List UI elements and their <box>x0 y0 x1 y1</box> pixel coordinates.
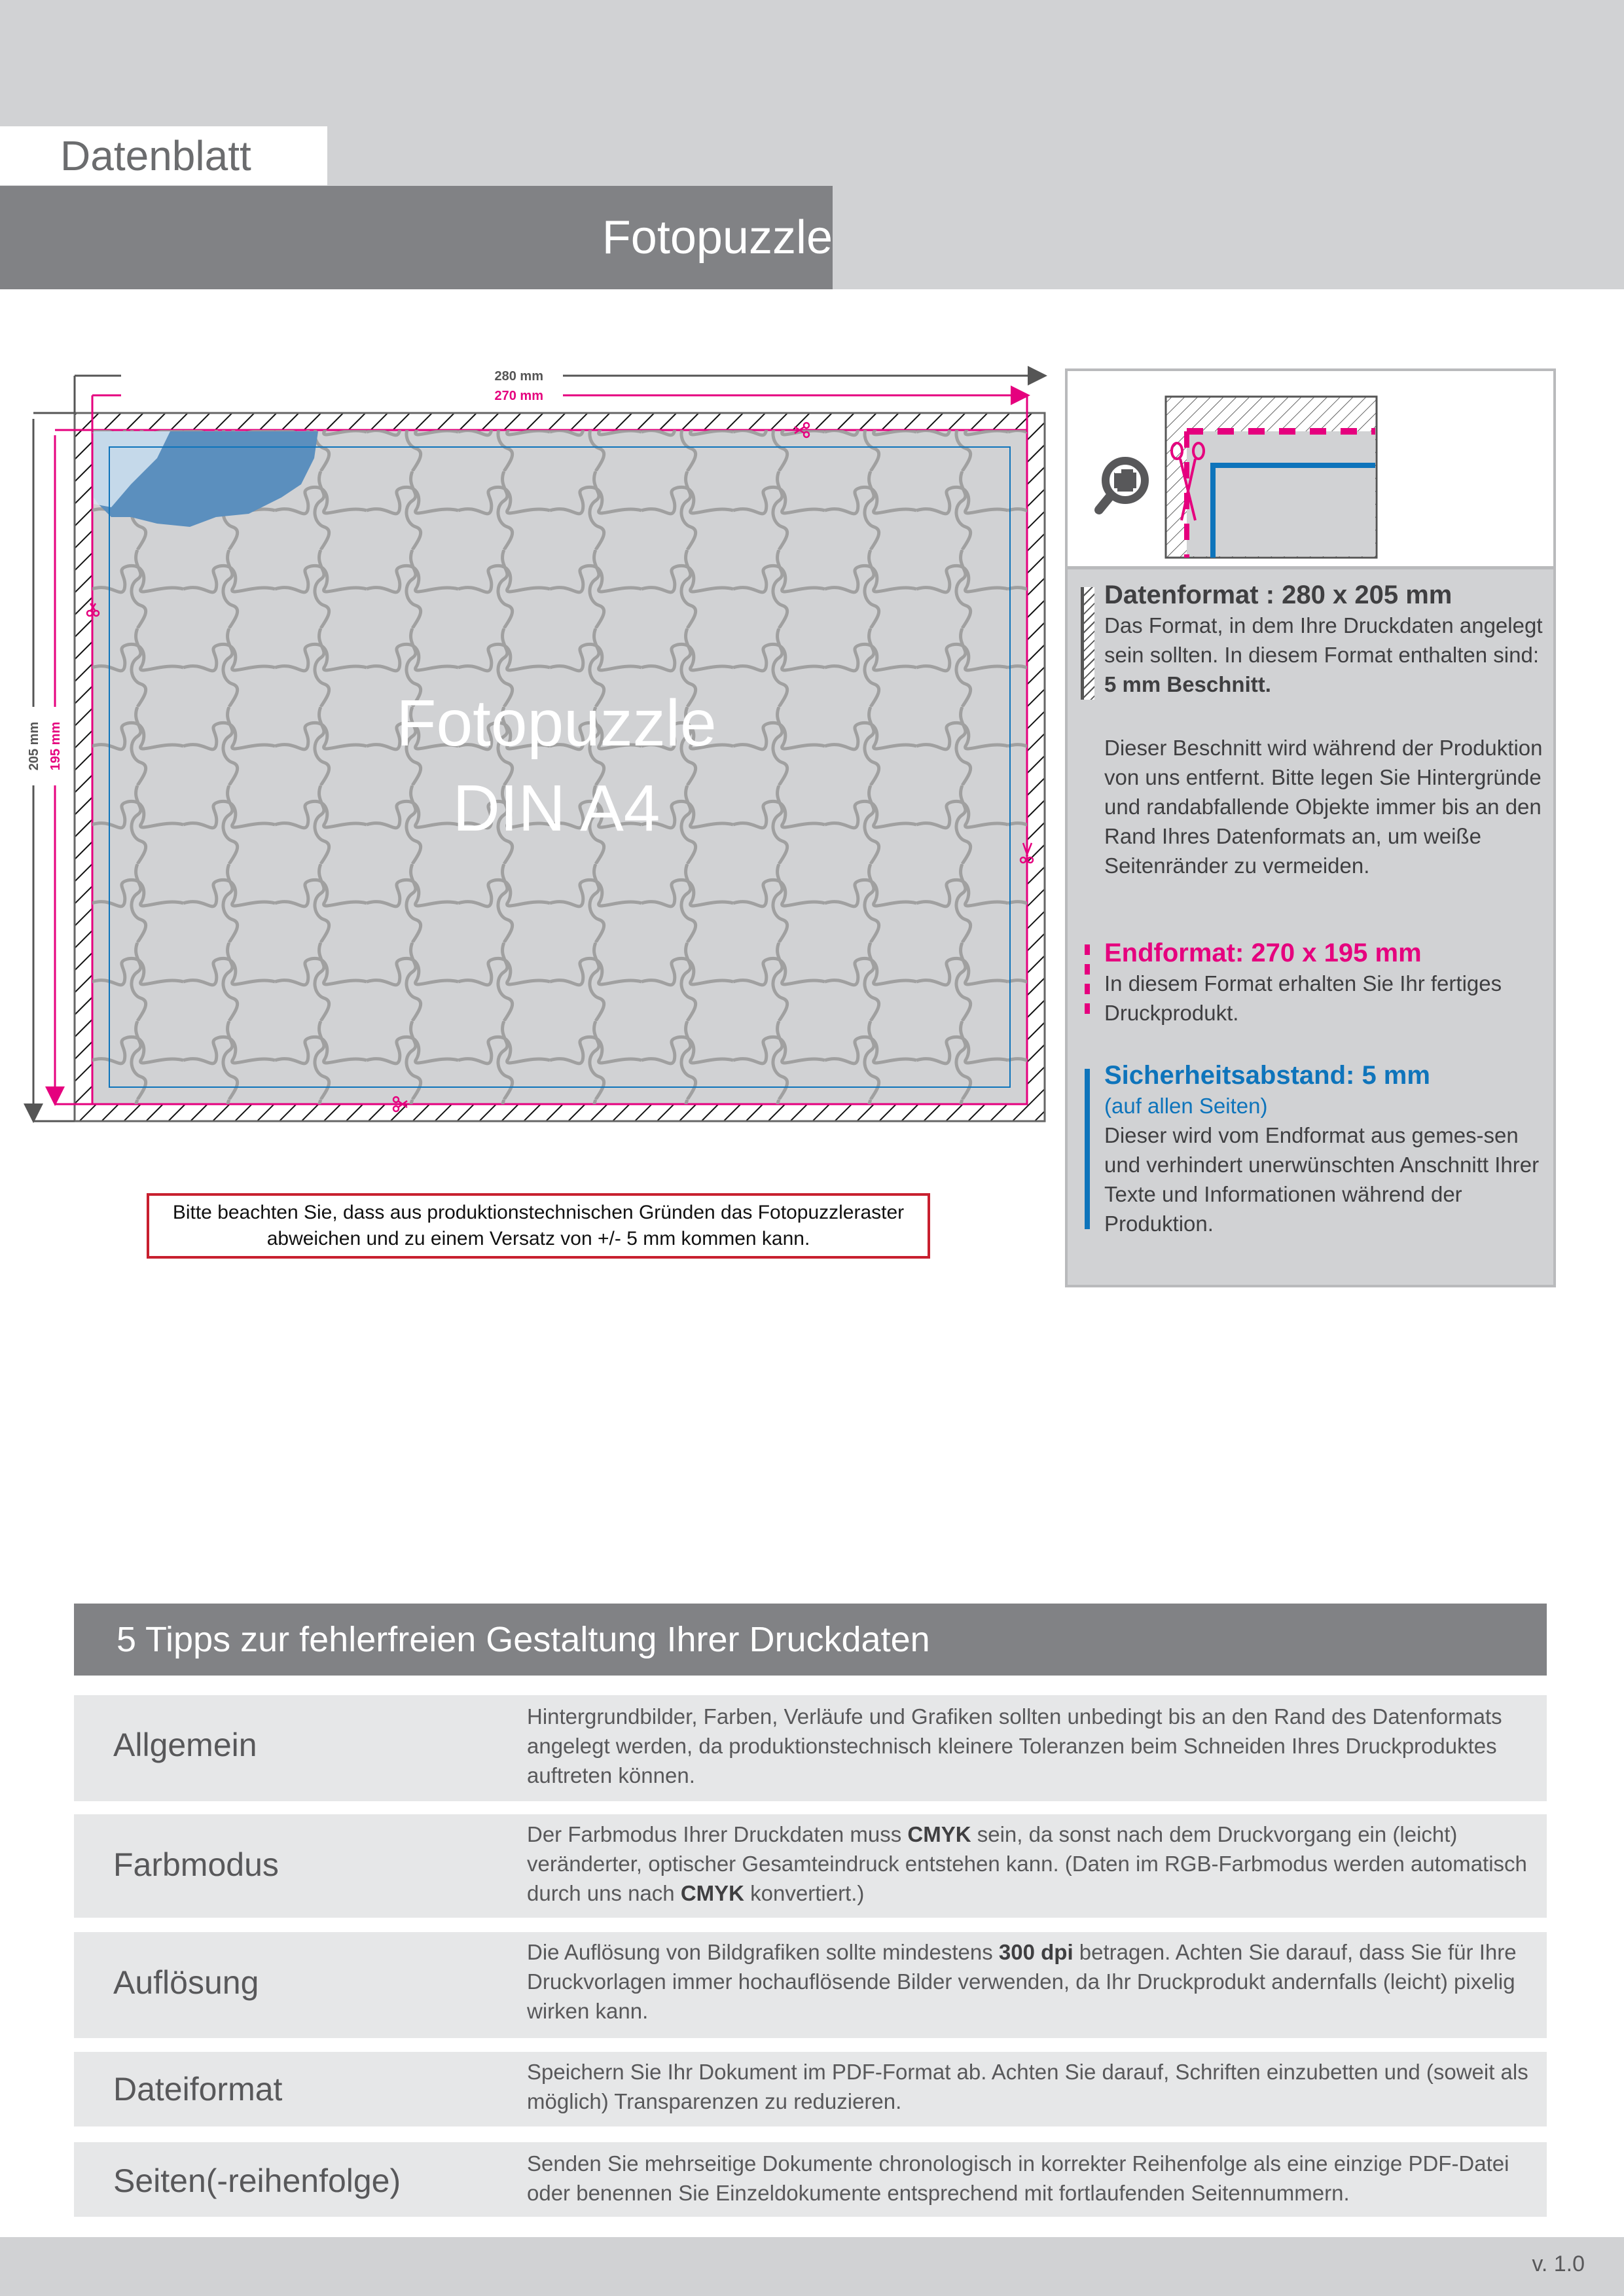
endformat-section <box>1104 937 1549 1028</box>
info-panel <box>1065 368 1556 1287</box>
puzzle-center-line1: Fotopuzzle <box>396 687 717 760</box>
tip-emphasis: CMYK <box>907 1822 971 1846</box>
datenformat-title: Datenformat : 280 x 205 mm <box>1104 581 1453 609</box>
end-height-label: 195 mm <box>48 721 63 771</box>
endformat-legend-marker <box>1085 944 1090 1016</box>
tip-text: sein, da sonst nach dem Druckvorgang ein (leicht) veränderter, optischer Gesamteindruck entstehen kann. (Daten im RGB-Farbmodus werden automatisch durch uns nach <box>527 1822 1527 1905</box>
tip-description <box>527 2149 1535 2208</box>
tip-text: Der Farbmodus Ihrer Druckdaten muss <box>527 1822 908 1846</box>
tip-emphasis: CMYK <box>680 1881 744 1905</box>
panel-illustration <box>1068 371 1553 569</box>
notice-line-1: Bitte beachten Sie, dass aus produktionstechnischen Gründen das Fotopuzzleraster <box>172 1202 905 1223</box>
datenformat-section <box>1104 579 1549 699</box>
datenformat-legend-marker <box>1081 587 1094 700</box>
notice-line-2: abweichen und zu einem Versatz von +/- 5 mm kommen kann. <box>266 1228 810 1249</box>
tip-row <box>74 2052 1547 2126</box>
sicherheit-title: Sicherheitsabstand: 5 mm <box>1104 1061 1430 1090</box>
datenformat-text <box>1104 611 1549 699</box>
sicherheit-text: Dieser wird vom Endformat aus gemes-sen und verhindert unerwünschten Anschnitt Ihrer Texte und Informationen während der Produktion. <box>1104 1123 1540 1236</box>
bleed-detail-illustration <box>1068 371 1553 566</box>
datenformat-text-bold: 5 mm Beschnitt. <box>1104 672 1271 696</box>
tip-text: Senden Sie mehrseitige Dokumente chronologisch in korrekter Reihenfolge als eine einzige PDF-Datei oder benennen Sie Einzeldokumente entsprechend mit fortlaufenden Seitennummern. <box>527 2151 1509 2205</box>
tip-text: betragen. Achten Sie darauf, dass Sie für Ihre Druckvorlagen immer hochauflösende Bilder verwenden, da Ihr Druckprodukt andernfalls (leicht) pixelig wirken kann. <box>527 1940 1517 2023</box>
product-title: Fotopuzzle <box>602 211 833 264</box>
beschnitt-section <box>1104 733 1549 880</box>
doc-type-title: Datenblatt <box>60 132 251 179</box>
tip-name: Seiten(-reihenfolge) <box>113 2162 401 2199</box>
tip-name: Dateiformat <box>113 2071 283 2108</box>
tip-name: Farbmodus <box>113 1846 279 1883</box>
sicherheit-subtitle: (auf allen Seiten) <box>1104 1094 1268 1118</box>
tip-description <box>527 1820 1535 1908</box>
sicherheit-section <box>1104 1060 1549 1238</box>
tip-row <box>74 1814 1547 1918</box>
puzzle-center-line2: DIN A4 <box>452 772 660 845</box>
tip-row <box>74 2142 1547 2217</box>
zoom-in-icon <box>1099 461 1145 510</box>
tip-description <box>527 1937 1535 2026</box>
tip-text: konvertiert.) <box>744 1881 865 1905</box>
datenformat-text-main: Das Format, in dem Ihre Druckdaten angelegt sein sollten. In diesem Format enthalten sind: <box>1104 613 1543 667</box>
tip-text: Speichern Sie Ihr Dokument im PDF-Format ab. Achten Sie darauf, Schriften einzubetten und (soweit als möglich) Transparenzen zu reduzieren. <box>527 2060 1528 2113</box>
width-label: 280 mm <box>494 369 543 384</box>
footer-band <box>0 2237 1624 2296</box>
tip-name: Allgemein <box>113 1727 257 1763</box>
endformat-text: In diesem Format erhalten Sie Ihr fertiges Druckprodukt. <box>1104 971 1502 1025</box>
notice-box <box>147 1193 930 1259</box>
tip-row <box>74 1932 1547 2038</box>
tips-title: 5 Tipps zur fehlerfreien Gestaltung Ihrer Druckdaten <box>117 1620 930 1659</box>
puzzle-center-label <box>353 681 759 851</box>
beschnitt-text: Dieser Beschnitt wird während der Produktion von uns entfernt. Bitte legen Sie Hintergründe und randabfallende Objekte immer bis an den Rand Ihres Datenformats an, um weiße Seitenränder zu vermeiden. <box>1104 736 1543 878</box>
end-width-label: 270 mm <box>494 389 543 403</box>
tip-text: Die Auflösung von Bildgrafiken sollte mindestens <box>527 1940 999 1964</box>
tip-description <box>527 2057 1535 2116</box>
tip-description <box>527 1702 1535 1790</box>
tip-row <box>74 1695 1547 1801</box>
version-label: v. 1.0 <box>1532 2251 1585 2276</box>
tip-emphasis: 300 dpi <box>998 1940 1074 1964</box>
tip-text: Hintergrundbilder, Farben, Verläufe und Grafiken sollten unbedingt bis an den Rand des Datenformats angelegt werden, da produktionstechnisch kleinere Toleranzen beim Schneiden Ihres Druckproduktes auftreten können. <box>527 1704 1502 1787</box>
tip-name: Auflösung <box>113 1964 259 2001</box>
sicherheit-legend-marker <box>1085 1069 1090 1229</box>
endformat-title: Endformat: 270 x 195 mm <box>1104 939 1422 967</box>
height-label: 205 mm <box>27 721 41 771</box>
